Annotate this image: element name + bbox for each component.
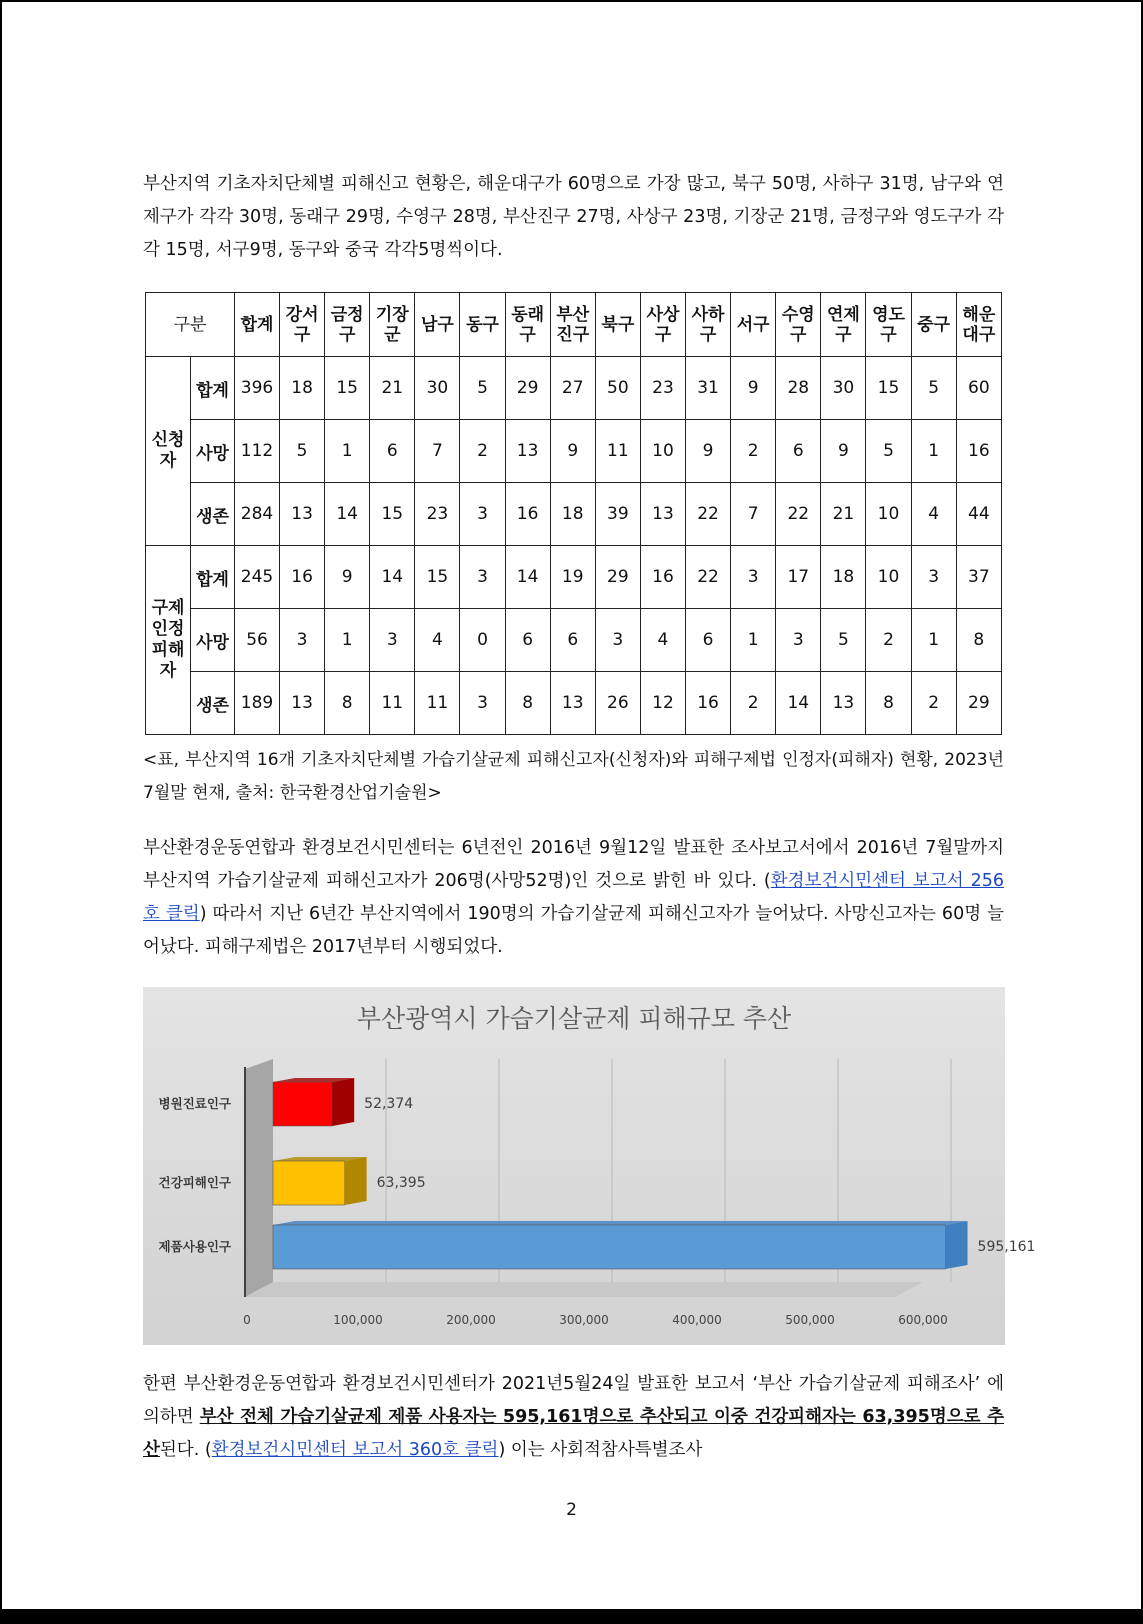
column-header: 금정 구 [325, 293, 370, 357]
table-cell: 39 [595, 483, 640, 546]
table-cell: 5 [460, 357, 505, 420]
table-cell: 22 [776, 483, 821, 546]
column-header: 영도 구 [866, 293, 911, 357]
table-cell: 245 [235, 546, 280, 609]
chart-tick-label: 400,000 [672, 1313, 722, 1327]
table-cell: 14 [325, 483, 370, 546]
chart-svg [143, 987, 1036, 1345]
table-cell: 50 [595, 357, 640, 420]
table-cell: 28 [776, 357, 821, 420]
table-cell: 1 [911, 420, 956, 483]
report-360-link[interactable]: 환경보건시민센터 보고서 360호 클릭 [211, 1440, 499, 1460]
chart-bar [273, 1082, 332, 1126]
column-header: 해운 대구 [956, 293, 1001, 357]
chart-bar-end [946, 1221, 968, 1269]
table-cell: 5 [821, 609, 866, 672]
table-cell: 31 [686, 357, 731, 420]
table-cell: 4 [415, 609, 460, 672]
chart-category-label: 제품사용인구 [158, 1239, 231, 1254]
table-header-row [146, 293, 1002, 357]
table-cell: 8 [325, 672, 370, 735]
table-cell: 7 [731, 483, 776, 546]
table-cell: 3 [370, 609, 415, 672]
group-label: 구제 인정 피해 자 [146, 546, 191, 735]
table-cell: 15 [415, 546, 460, 609]
chart-tick-label: 300,000 [559, 1313, 609, 1327]
table-cell: 21 [821, 483, 866, 546]
table-cell: 3 [595, 609, 640, 672]
table-cell: 13 [821, 672, 866, 735]
table-cell: 27 [550, 357, 595, 420]
row-label: 생존 [191, 483, 235, 546]
table-row [146, 609, 1002, 672]
group-label: 신청 자 [146, 357, 191, 546]
table-cell: 12 [640, 672, 685, 735]
column-header: 기장 군 [370, 293, 415, 357]
table-cell: 3 [460, 546, 505, 609]
table-cell: 18 [280, 357, 325, 420]
table-cell: 16 [956, 420, 1001, 483]
table-cell: 26 [595, 672, 640, 735]
table-cell: 16 [640, 546, 685, 609]
row-label: 사망 [191, 420, 235, 483]
table-cell: 9 [731, 357, 776, 420]
table-cell: 112 [235, 420, 280, 483]
table-cell: 1 [731, 609, 776, 672]
table-cell: 3 [460, 672, 505, 735]
table-cell: 1 [325, 609, 370, 672]
table-cell: 29 [595, 546, 640, 609]
table-cell: 14 [505, 546, 550, 609]
table-cell: 10 [866, 546, 911, 609]
chart-bar [273, 1161, 345, 1205]
table-cell: 14 [370, 546, 415, 609]
table-cell: 23 [415, 483, 460, 546]
table-cell: 18 [821, 546, 866, 609]
table-cell: 7 [415, 420, 460, 483]
column-header: 합계 [235, 293, 280, 357]
paragraph-2016-report [143, 832, 1004, 964]
table-cell: 22 [686, 483, 731, 546]
column-header: 남구 [415, 293, 460, 357]
chart-side-wall [245, 1059, 273, 1297]
row-label: 생존 [191, 672, 235, 735]
table-cell: 3 [911, 546, 956, 609]
table-cell: 4 [911, 483, 956, 546]
table-cell: 6 [550, 609, 595, 672]
table-cell: 10 [866, 483, 911, 546]
table-cell: 11 [370, 672, 415, 735]
table-cell: 2 [460, 420, 505, 483]
table-cell: 9 [325, 546, 370, 609]
table-cell: 9 [821, 420, 866, 483]
table-cell: 23 [640, 357, 685, 420]
header-gubun: 구분 [146, 293, 235, 357]
table-row [146, 672, 1002, 735]
table-row [146, 357, 1002, 420]
table-cell: 16 [505, 483, 550, 546]
table-cell: 14 [776, 672, 821, 735]
column-header: 중구 [911, 293, 956, 357]
table-cell: 56 [235, 609, 280, 672]
table-cell: 2 [911, 672, 956, 735]
chart-category-label: 건강피해인구 [158, 1175, 231, 1190]
table-caption: <표, 부산지역 16개 기초자치단체별 가습기살균제 피해신고자(신청자)와 피해구제법 인정자(피해자) 현황, 2023년7월말 현재, 출처: 한국환경산업기술원> [143, 750, 1004, 803]
paragraph-text: ) 이는 사회적참사특별조사 [498, 1440, 703, 1460]
paragraph-text: 된다. ( [159, 1440, 212, 1460]
bold-emphasis: 부산 전체 가습기살균제 제품 사용자는 595,161명으로 추산되고 이중 건강피해자는 63,395명으로 추산 [143, 1407, 1005, 1460]
column-header: 강서 구 [280, 293, 325, 357]
table-cell: 0 [460, 609, 505, 672]
chart-value-label: 63,395 [376, 1175, 426, 1191]
table-cell: 60 [956, 357, 1001, 420]
table-cell: 13 [640, 483, 685, 546]
row-label: 합계 [191, 357, 235, 420]
table-cell: 17 [776, 546, 821, 609]
column-header: 사상 구 [640, 293, 685, 357]
table-cell: 44 [956, 483, 1001, 546]
table-cell: 3 [731, 546, 776, 609]
table-cell: 16 [686, 672, 731, 735]
table-cell: 29 [956, 672, 1001, 735]
table-cell: 37 [956, 546, 1001, 609]
row-label: 합계 [191, 546, 235, 609]
table-cell: 18 [550, 483, 595, 546]
table-cell: 3 [776, 609, 821, 672]
chart-tick-label: 200,000 [446, 1313, 496, 1327]
table-cell: 30 [821, 357, 866, 420]
column-header: 부산 진구 [550, 293, 595, 357]
table-cell: 189 [235, 672, 280, 735]
damage-report-table [145, 292, 1002, 735]
chart-title: 부산광역시 가습기살균제 피해규모 추산 [356, 1004, 792, 1033]
table-cell: 15 [325, 357, 370, 420]
document-page [2, 2, 1141, 1609]
table-cell: 15 [866, 357, 911, 420]
table-cell: 396 [235, 357, 280, 420]
table-cell: 6 [505, 609, 550, 672]
column-header: 동구 [460, 293, 505, 357]
table-cell: 16 [280, 546, 325, 609]
paragraph-text: ) 따라서 지난 6년간 부산지역에서 190명의 가습기살균제 피해신고자가 늘어났다. 사망신고자는 60명 늘어났다. 피해구제법은 2017년부터 시행되었다. [143, 904, 1004, 957]
table-cell: 13 [280, 483, 325, 546]
paragraph-text: 한편 부산환경운동연합과 환경보건시민센터가 2021년5월24일 발표한 보고서 ‘부산 가습기살균제 피해조사’ 에 의하면 [143, 1374, 1004, 1427]
column-header: 동래 구 [505, 293, 550, 357]
report-256-link[interactable]: 환경보건시민센터 보고서 256호 클릭 [143, 871, 1004, 924]
column-header: 수영 구 [776, 293, 821, 357]
table-cell: 1 [325, 420, 370, 483]
table-row [146, 546, 1002, 609]
chart-bar [273, 1225, 946, 1269]
table-cell: 5 [866, 420, 911, 483]
table-cell: 22 [686, 546, 731, 609]
table-cell: 10 [640, 420, 685, 483]
table-row [146, 420, 1002, 483]
table-cell: 11 [595, 420, 640, 483]
chart-bar-end [345, 1157, 367, 1205]
table-cell: 8 [866, 672, 911, 735]
table-cell: 3 [460, 483, 505, 546]
chart-tick-label: 500,000 [785, 1313, 835, 1327]
table-cell: 30 [415, 357, 460, 420]
table-cell: 2 [731, 420, 776, 483]
table-cell: 4 [640, 609, 685, 672]
damage-estimate-chart [143, 987, 1036, 1345]
table-cell: 19 [550, 546, 595, 609]
table-cell: 9 [550, 420, 595, 483]
table-cell: 8 [956, 609, 1001, 672]
chart-value-label: 52,374 [364, 1096, 414, 1112]
row-label: 사망 [191, 609, 235, 672]
table-row [146, 483, 1002, 546]
table-cell: 13 [505, 420, 550, 483]
chart-value-label: 595,161 [977, 1239, 1036, 1255]
table-cell: 29 [505, 357, 550, 420]
chart-category-label: 병원진료인구 [158, 1096, 231, 1111]
table-cell: 15 [370, 483, 415, 546]
paragraph-district-summary: 부산지역 기초자치단체별 피해신고 현황은, 해운대구가 60명으로 가장 많고, 북구 50명, 사하구 31명, 남구와 연제구가 각각 30명, 동래구 29명, 수영구 28명, 부산진구 27명, 사상구 23명, 기장군 21명, 금정구와 영도구가 각각 15명, 서구9명, 동구와 중국 각각5명씩이다. [143, 174, 1004, 260]
column-header: 사하 구 [686, 293, 731, 357]
table-cell: 284 [235, 483, 280, 546]
table-cell: 3 [280, 609, 325, 672]
chart-tick-label: 0 [243, 1313, 251, 1327]
column-header: 북구 [595, 293, 640, 357]
table-cell: 13 [280, 672, 325, 735]
chart-tick-label: 600,000 [898, 1313, 948, 1327]
page-number: 2 [566, 1500, 577, 1520]
table-cell: 9 [686, 420, 731, 483]
chart-bar-top [273, 1221, 968, 1225]
chart-tick-label: 100,000 [333, 1313, 383, 1327]
paragraph-text: 부산환경운동연합과 환경보건시민센터는 6년전인 2016년 9월12일 발표한 조사보고서에서 2016년 7월말까지 부산지역 가습기살균제 피해신고자가 206명(사망52명)인 것으로 밝힌 바 있다. ( [143, 838, 1004, 891]
paragraph-2021-report [143, 1368, 1004, 1467]
table-cell: 21 [370, 357, 415, 420]
table-cell: 8 [505, 672, 550, 735]
chart-bar-end [332, 1078, 354, 1126]
chart-floor [245, 1282, 923, 1297]
table-cell: 6 [370, 420, 415, 483]
table-cell: 6 [776, 420, 821, 483]
table-cell: 13 [550, 672, 595, 735]
column-header: 연제 구 [821, 293, 866, 357]
table-cell: 2 [866, 609, 911, 672]
table-cell: 11 [415, 672, 460, 735]
table-cell: 6 [686, 609, 731, 672]
table-cell: 5 [911, 357, 956, 420]
column-header: 서구 [731, 293, 776, 357]
table-cell: 5 [280, 420, 325, 483]
table-cell: 1 [911, 609, 956, 672]
table-cell: 2 [731, 672, 776, 735]
